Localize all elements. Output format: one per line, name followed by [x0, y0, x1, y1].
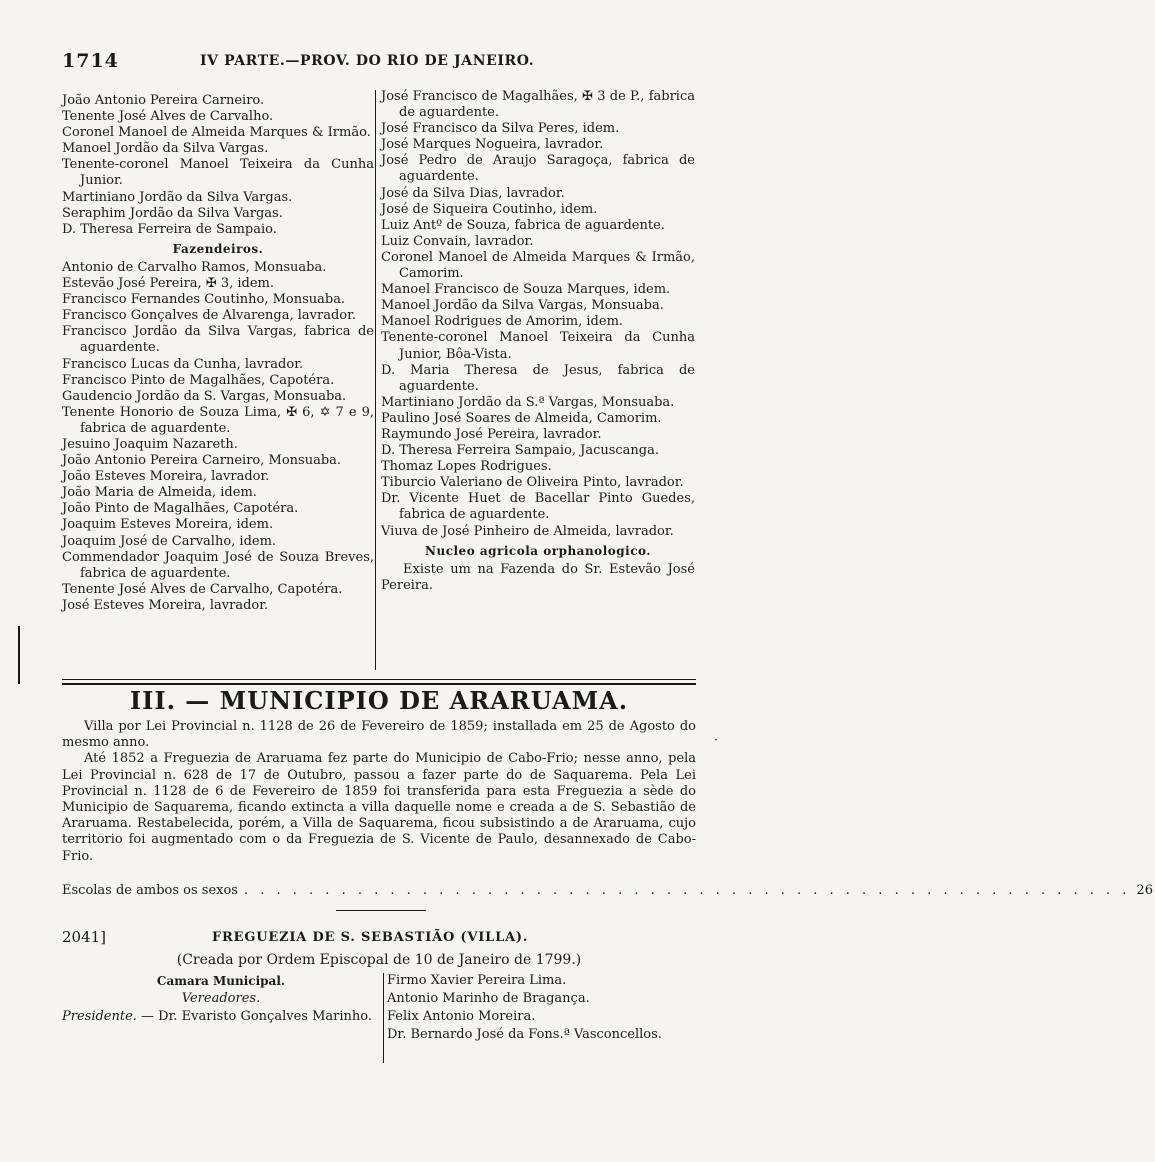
freguezia-subtitle: (Creada por Ordem Episcopal de 10 de Janeiro de 1799.): [176, 952, 582, 968]
list-item: Paulino José Soares de Almeida, Camorim.: [381, 410, 662, 426]
vereadores-heading: Vereadores.: [181, 991, 261, 1006]
list-item: João Pinto de Magalhães, Capotéra.: [62, 501, 299, 517]
list-item: Tenente-coronel Manoel Teixeira da Cunha Junior, Bôa-Vista.: [381, 330, 695, 362]
leader-dots: . . . . . . . . . . . . . . . . . . . . . . . . . . . . . . . . . . . . . . . . . . . . . . . . . . . . . . .: [243, 883, 1131, 898]
camara-left: [62, 972, 380, 1026]
list-item: Firmo Xavier Pereira Lima.: [387, 973, 567, 988]
section-body: [62, 719, 696, 865]
list-item: Jesuino Joaquim Nazareth.: [62, 436, 238, 452]
list-item: Gaudencio Jordão da S. Vargas, Monsuaba.: [62, 388, 347, 404]
page-header: [62, 50, 702, 76]
list-item: José de Siqueira Coutinho, idem.: [381, 201, 598, 217]
list-item: D. Maria Theresa de Jesus, fabrica de aguardente.: [381, 362, 695, 394]
list-item: D. Theresa Ferreira de Sampaio.: [62, 221, 277, 237]
camara-right: [387, 972, 697, 1044]
list-item: Coronel Manoel de Almeida Marques & Irmão.: [62, 125, 371, 141]
list-item: José Pedro de Araujo Saragoça, fabrica de aguardente.: [381, 153, 695, 185]
presidente-entry: [62, 1008, 380, 1026]
camara-heading: Camara Municipal.: [156, 974, 286, 988]
list-item: Manoel Jordão da Silva Vargas, Monsuaba.: [381, 298, 664, 314]
list-item: Dr. Vicente Huet de Bacellar Pinto Guedes, fabrica de aguardente.: [381, 491, 695, 523]
left-column: [62, 93, 374, 614]
list-item: João Antonio Pereira Carneiro.: [62, 93, 265, 108]
list-item: Manoel Francisco de Souza Marques, idem.: [381, 282, 671, 298]
list-item: Tenente José Alves de Carvalho.: [62, 109, 274, 125]
list-item: Luiz Antº de Souza, fabrica de aguardente.: [381, 217, 665, 233]
list-item: Tenente José Alves de Carvalho, Capotéra.: [62, 581, 343, 597]
nucleo-text: Existe um na Fazenda do Sr. Estevão José Pereira.: [381, 561, 695, 593]
list-item: João Antonio Pereira Carneiro, Monsuaba.: [62, 453, 342, 469]
list-item: José Francisco da Silva Peres, idem.: [381, 121, 620, 137]
list-item: Raymundo José Pereira, lavrador.: [381, 426, 602, 442]
entry-list-right: [381, 89, 695, 540]
list-item: Coronel Manoel de Almeida Marques & Irmão, Camorim.: [381, 249, 695, 282]
list-item: Francisco Jordão da Silva Vargas, fabrica de aguardente.: [62, 324, 374, 356]
running-title: IV PARTE.—PROV. DO RIO DE JANEIRO.: [200, 53, 535, 69]
page-number: 1714: [62, 50, 119, 72]
list-item: Estevão José Pereira, ✠ 3, idem.: [62, 276, 275, 292]
list-item: Joaquim José de Carvalho, idem.: [62, 533, 277, 549]
paragraph: Até 1852 a Freguezia de Araruama fez parte do Municipio de Cabo-Frio; nesse anno, pela Lei Provincial n. 628 de 17 de Outubro, passou a fazer parte do de Saquarema. Pela Lei Provincial n. 1128 de 6 de Fevereiro de 1859 foi transferida para esta Freguezia a sède do Municipio de Saquarema, ficando extincta a villa daquelle nome e creada a de S. Sebastião de Araruama. Restabelecida, porém, a Villa de Saquarema, ficou subsistindo a de Araruama, cujo territorio foi augmentado com o da Freguezia de S. Vicente de Paulo, desannexado de Cabo-Frio.: [62, 751, 696, 864]
list-item: Martiniano Jordão da Silva Vargas.: [62, 189, 293, 205]
list-item: Francisco Fernandes Coutinho, Monsuaba.: [62, 292, 346, 308]
list-item: Tiburcio Valeriano de Oliveira Pinto, lavrador.: [381, 475, 684, 491]
fazendeiros-list: [62, 260, 374, 614]
section-rule: [62, 679, 696, 685]
list-item: D. Theresa Ferreira Sampaio, Jacuscanga.: [381, 443, 660, 459]
schools-label: Escolas de ambos os sexos: [62, 883, 238, 898]
list-item: Commendador Joaquim José de Souza Breves, fabrica de aguardente.: [62, 549, 374, 581]
list-item: Felix Antonio Moreira.: [387, 1009, 536, 1024]
short-rule: [336, 910, 426, 911]
section-title: III. — MUNICIPIO DE ARARUAMA.: [129, 686, 629, 715]
paragraph: Villa por Lei Provincial n. 1128 de 26 de Fevereiro de 1859; installada em 25 de Agosto do mesmo anno.: [62, 719, 696, 751]
list-item: Thomaz Lopes Rodrigues.: [381, 459, 552, 475]
list-item: Antonio Marinho de Bragança.: [387, 991, 590, 1006]
list-item: Dr. Bernardo José da Fons.ª Vasconcellos.: [387, 1027, 662, 1042]
list-item: Martiniano Jordão da S.ª Vargas, Monsuaba.: [381, 394, 675, 410]
list-item: Seraphim Jordão da Silva Vargas.: [62, 205, 283, 221]
list-item: José Francisco de Magalhães, ✠ 3 de P., fabrica de aguardente.: [381, 89, 695, 121]
list-item: José Marques Nogueira, lavrador.: [381, 137, 604, 153]
margin-bar: [18, 626, 20, 684]
list-item: Viuva de José Pinheiro de Almeida, lavrador.: [381, 523, 674, 539]
list-item: Francisco Pinto de Magalhães, Capotéra.: [62, 372, 335, 388]
list-item: João Maria de Almeida, idem.: [62, 485, 257, 501]
list-item: Francisco Gonçalves de Alvarenga, lavrador.: [62, 308, 357, 324]
fazendeiros-heading: Fazendeiros.: [172, 241, 264, 256]
entry-list-top: [62, 93, 374, 238]
schools-count: 26: [1136, 883, 1153, 898]
list-item: Tenente-coronel Manoel Teixeira da Cunha Junior.: [62, 157, 374, 189]
column-divider: [383, 973, 384, 1063]
list-item: Tenente Honorio de Souza Lima, ✠ 6, ✡ 7 e 9, fabrica de aguardente.: [62, 404, 374, 436]
list-item: João Esteves Moreira, lavrador.: [62, 469, 270, 485]
schools-line: [62, 883, 1153, 899]
nucleo-heading: Nucleo agricola orphanologico.: [425, 543, 651, 558]
margin-mark: ·: [714, 733, 718, 747]
entry-number: 2041]: [62, 928, 107, 946]
list-item: Manoel Rodrigues de Amorim, idem.: [381, 314, 624, 330]
list-item: Joaquim Esteves Moreira, idem.: [62, 517, 274, 533]
list-item: José da Silva Dias, lavrador.: [381, 185, 565, 201]
list-item: Francisco Lucas da Cunha, lavrador.: [62, 356, 304, 372]
presidente-label: Presidente.: [62, 1009, 137, 1024]
column-divider: [375, 90, 376, 670]
list-item: Luiz Convain, lavrador.: [381, 233, 534, 249]
list-item: Manoel Jordão da Silva Vargas.: [62, 141, 269, 157]
freguezia-title: FREGUEZIA DE S. SEBASTIÃO (VILLA).: [212, 930, 529, 945]
right-column: [381, 89, 695, 594]
list-item: Antonio de Carvalho Ramos, Monsuaba.: [62, 259, 327, 275]
presidente-name: — Dr. Evaristo Gonçalves Marinho.: [136, 1009, 372, 1024]
list-item: José Esteves Moreira, lavrador.: [62, 597, 269, 613]
